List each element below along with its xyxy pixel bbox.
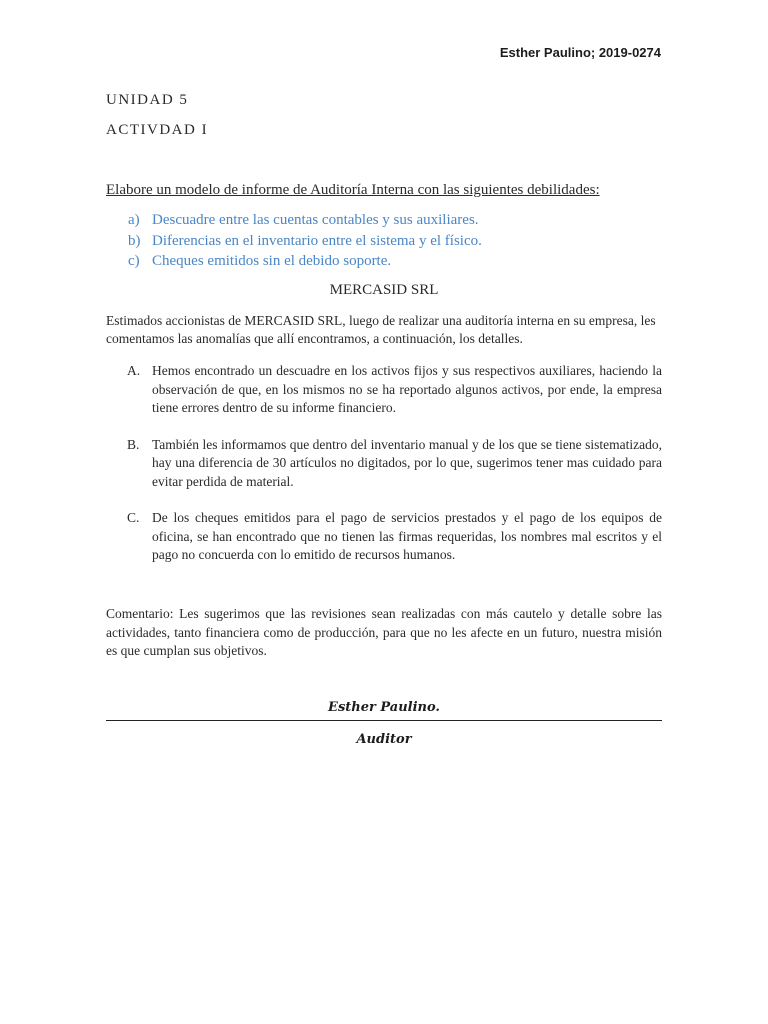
weakness-marker: a) xyxy=(128,212,140,228)
unit-heading: UNIDAD 5 xyxy=(106,92,189,108)
signature-name: Esther Paulino. xyxy=(328,700,440,715)
weakness-text: Descuadre entre las cuentas contables y sus auxiliares. xyxy=(152,212,479,228)
weakness-text: Diferencias en el inventario entre el sistema y el físico. xyxy=(152,232,482,249)
comment-paragraph: Comentario: Les sugerimos que las revisiones sean realizadas con más cautelo y detalle sobre las actividades, tanto financiera como de producción, para que no les afecte en un futuro, nuestra misión es que cumplan sus objetivos. xyxy=(106,606,662,658)
finding-item xyxy=(127,509,662,565)
weakness-item xyxy=(128,210,482,231)
finding-item xyxy=(127,436,662,492)
activity-heading: ACTIVDAD I xyxy=(106,122,209,138)
weakness-item xyxy=(128,231,482,252)
finding-marker: B. xyxy=(127,436,140,452)
signature-role: Auditor xyxy=(356,732,412,747)
finding-marker: C. xyxy=(127,510,140,525)
weakness-text: Cheques emitidos sin el debido soporte. xyxy=(152,253,392,269)
signature-line xyxy=(106,720,662,721)
weakness-marker: c) xyxy=(128,253,140,269)
finding-text: Hemos encontrado un descuadre en los activos fijos y sus respectivos auxiliares, haciendo la observación de que, en los mismos no se ha reportado algunos activos, por ende, la empresa tiene errores dentro de su informe financiero. xyxy=(152,363,662,415)
finding-item xyxy=(127,362,662,418)
findings-list xyxy=(127,362,662,583)
author-id-header: Esther Paulino; 2019-0274 xyxy=(499,45,661,60)
finding-marker: A. xyxy=(127,363,141,378)
weaknesses-list xyxy=(128,210,482,272)
weakness-marker: b) xyxy=(128,232,141,249)
company-title: MERCASID SRL xyxy=(329,282,439,298)
finding-text: De los cheques emitidos para el pago de servicios prestados y el pago de los equipos de oficina, se han encontrado que no tienen las firmas requeridas, los nombres mal escritos y el pago no concuerda con lo emitido de recursos humanos. xyxy=(152,510,662,562)
finding-text: También les informamos que dentro del inventario manual y de los que se tiene sistematizado, hay una diferencia de 30 artículos no digitados, por lo que, sugerimos tener mas cuidado para evitar perdida de material. xyxy=(152,436,662,489)
intro-paragraph: Estimados accionistas de MERCASID SRL, luego de realizar una auditoría interna en su empresa, les comentamos las anomalías que allí encontramos, a continuación, los detalles. xyxy=(106,313,656,346)
weakness-item xyxy=(128,251,482,272)
instruction-text: Elabore un modelo de informe de Auditoría Interna con las siguientes debilidades: xyxy=(106,182,600,198)
